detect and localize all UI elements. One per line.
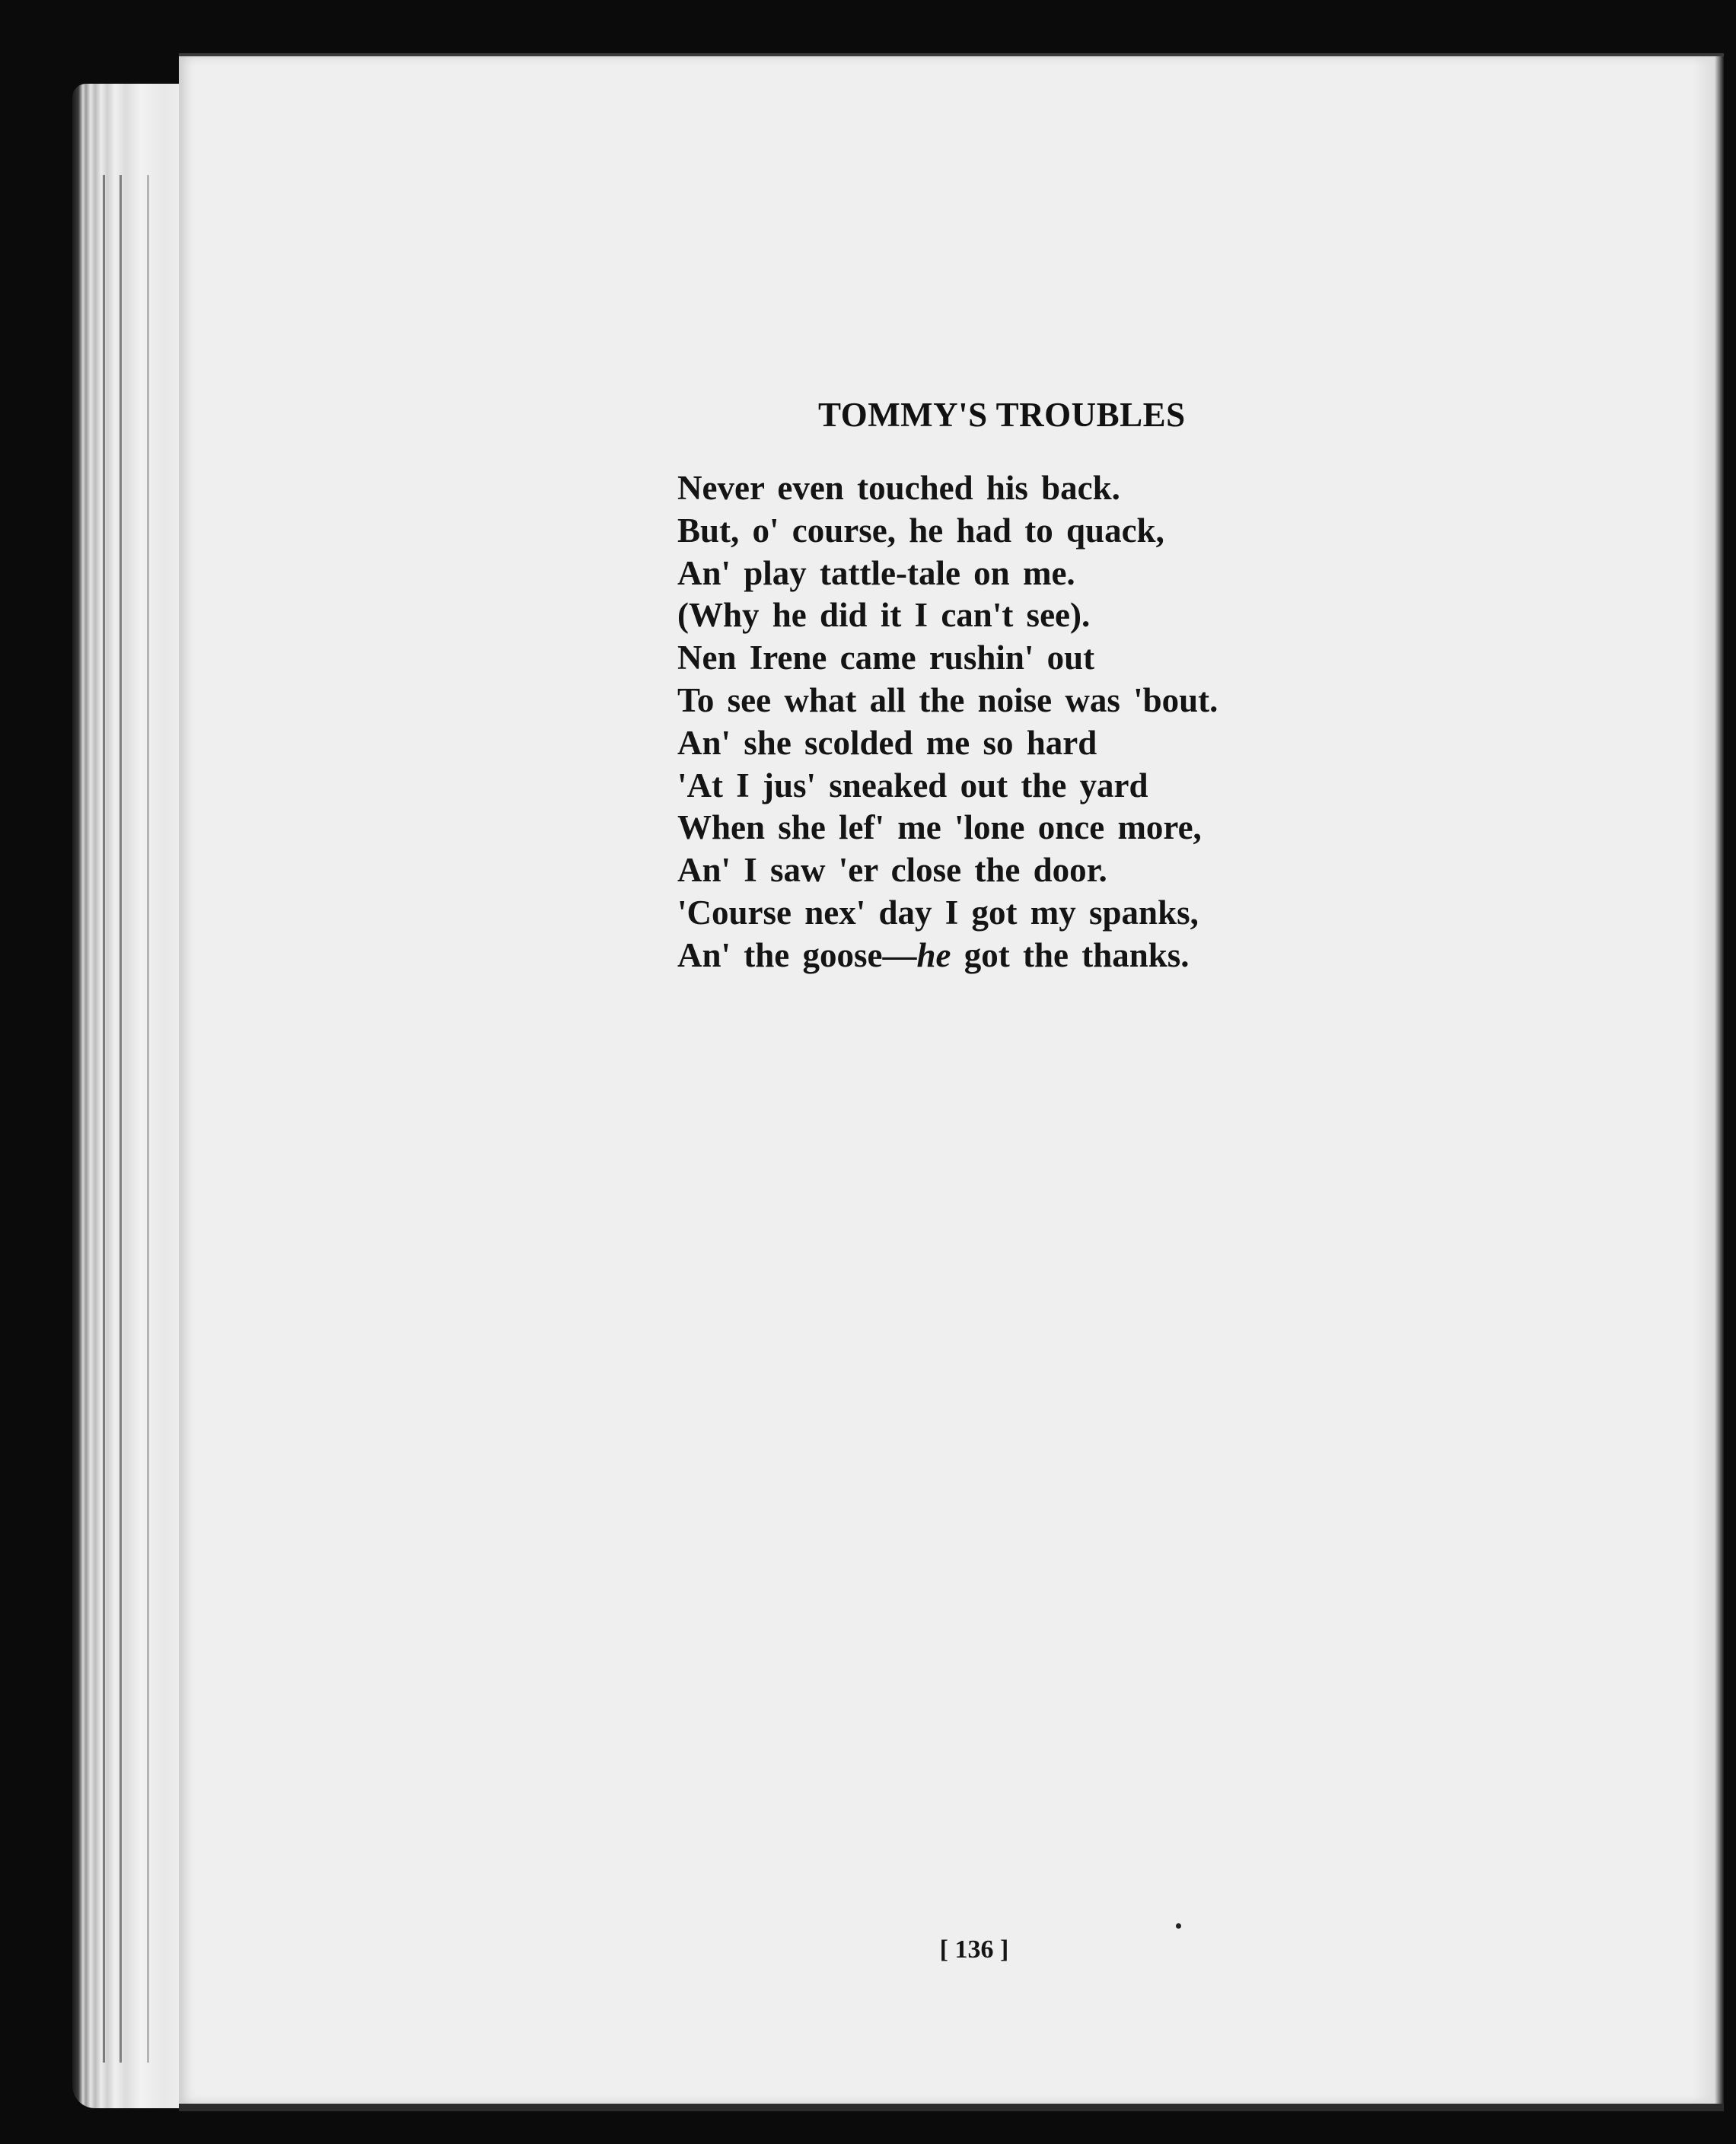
poem-line: An' I saw 'er close the door.: [677, 851, 1107, 890]
poem-line: When she lef' me 'lone once more,: [677, 808, 1202, 847]
poem-line: Nen Irene came rushin' out: [677, 639, 1095, 677]
page-number: [ 136 ]: [939, 1935, 1009, 1964]
page-edge-line: [103, 175, 105, 2063]
poem-line: But, o' course, he had to quack,: [677, 511, 1164, 550]
poem-body: [677, 467, 1515, 977]
poem-last-line-end: got the thanks.: [951, 935, 1190, 974]
page-gutter-shadow: [1693, 56, 1724, 2104]
poem-last-line: [677, 935, 1515, 977]
page-edge-line: [119, 175, 122, 2063]
poem-line: (Why he did it I can't see).: [677, 596, 1091, 635]
poem-line: 'At I jus' sneaked out the yard: [677, 766, 1148, 804]
poem-emphasis-word: he: [916, 935, 951, 974]
page-edges: [72, 84, 194, 2108]
book-page: [179, 53, 1724, 2111]
poem-line: To see what all the noise was 'bout.: [677, 680, 1218, 719]
page-edge-line: [147, 175, 149, 2063]
ink-speck: [1176, 1923, 1181, 1929]
poem-line: 'Course nex' day I got my spanks,: [677, 893, 1199, 932]
poem-line: An' she scolded me so hard: [677, 723, 1097, 762]
poem-last-line-start: An' the goose—: [677, 935, 917, 974]
poem-title: TOMMY'S TROUBLES: [818, 396, 1186, 434]
poem-line: An' play tattle-tale on me.: [677, 553, 1075, 592]
poem-line: Never even touched his back.: [677, 469, 1120, 507]
